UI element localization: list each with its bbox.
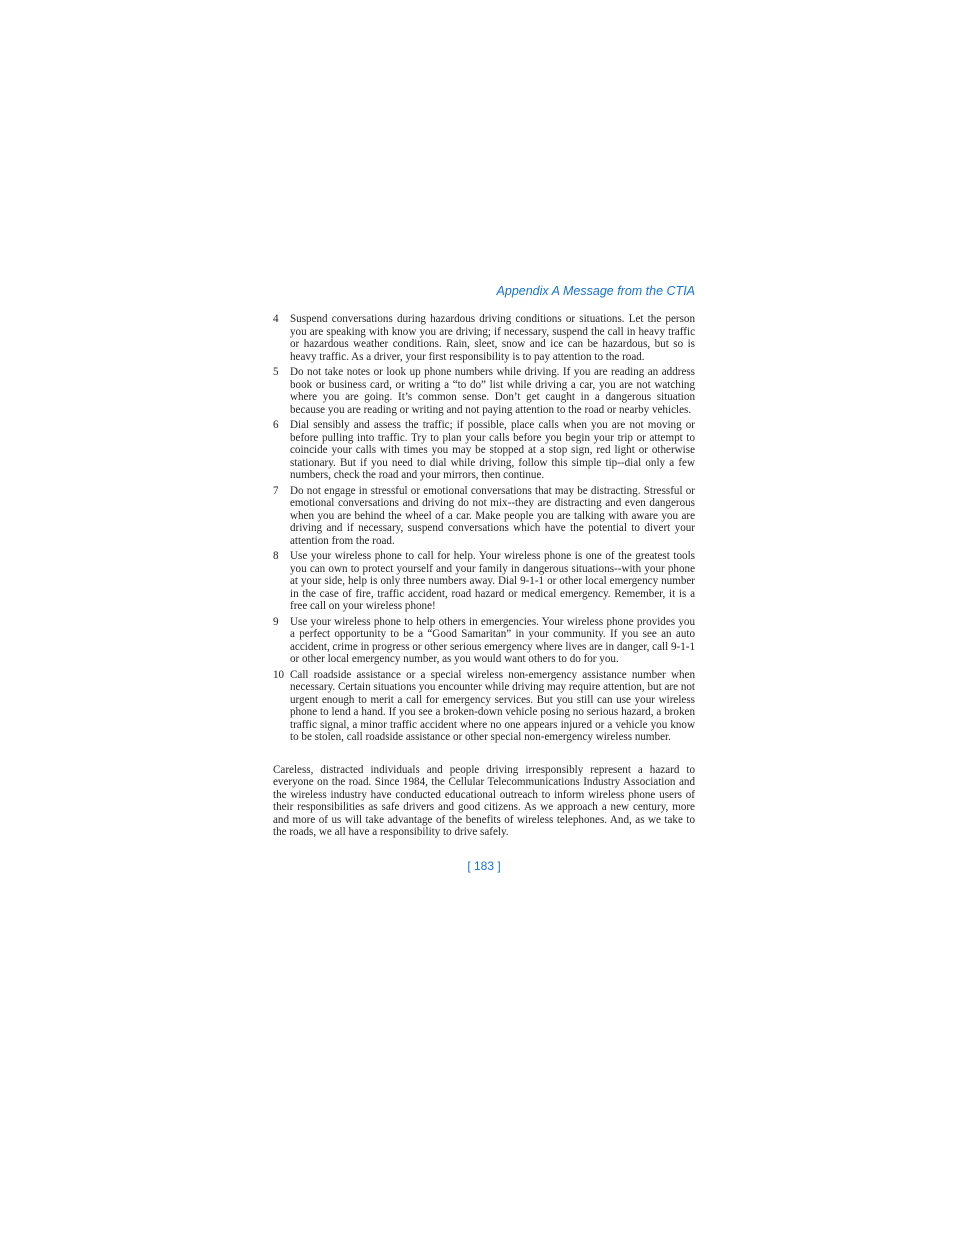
list-item	[273, 616, 695, 666]
list-item	[273, 419, 695, 482]
tip-number: 5	[273, 366, 279, 378]
tip-text: Use your wireless phone to call for help. Your wireless phone is one of the greatest tools you can own to protect yourself and your family in dangerous situations--with your phone at your side, help is only three numbers away. Dial 9-1-1 or other local emergency number in the case of fire, traffic accident, road hazard or medical emergency. Remember, it is a free call on your wireless phone!	[290, 550, 695, 612]
list-item	[273, 669, 695, 744]
tip-number: 8	[273, 550, 279, 562]
safety-tips-list	[273, 313, 695, 744]
tip-number: 9	[273, 615, 279, 628]
tip-number: 10	[273, 668, 285, 681]
page-number: [ 183 ]	[467, 858, 501, 873]
running-header: Appendix A Message from the CTIA	[496, 284, 695, 298]
list-item	[273, 313, 695, 363]
tip-number: 7	[273, 484, 279, 497]
document-page	[273, 282, 695, 874]
tip-text: Suspend conversations during hazardous driving conditions or situations. Let the person you are speaking with know you are driving; if necessary, suspend the call in heavy traffic or hazardous weather conditions. Rain, sleet, snow and ice can be hazardous, but so is heavy traffic. As a driver, your first responsibility is to pay attention to the road.	[290, 313, 695, 363]
tip-text: Call roadside assistance or a special wireless non-emergency assistance number when necessary. Certain situations you encounter while driving may require attention, but are not urgent enough to merit a call for emergency services. But you still can use your wireless phone to lend a hand. If you see a broken-down vehicle posing no serious hazard, a broken traffic signal, a minor traffic accident where no one appears injured or a vehicle you know to be stolen, call roadside assistance or other special non-emergency wireless number.	[290, 668, 695, 743]
list-item	[273, 550, 695, 613]
list-item	[273, 366, 695, 416]
tip-text: Do not take notes or look up phone numbers while driving. If you are reading an address book or business card, or writing a “to do” list while driving a car, you are not watching where you are going. It’s common sense. Don’t get caught in a dangerous situation because you are reading or writing and not paying attention to the road or nearby vehicles.	[290, 366, 695, 416]
tip-number: 4	[273, 313, 279, 325]
tip-number: 6	[273, 419, 279, 431]
tip-text: Use your wireless phone to help others in emergencies. Your wireless phone provides you a perfect opportunity to be a “Good Samaritan” in your community. If you see an auto accident, crime in progress or other serious emergency where lives are in danger, call 9-1-1 or other local emergency number, as you would want others to do for you.	[290, 615, 695, 665]
closing-paragraph: Careless, distracted individuals and people driving irresponsibly represent a hazard to everyone on the road. Since 1984, the Cellular Telecommunications Industry Association and the wireless industry have conducted educational outreach to inform wireless phone users of their responsibilities as safe drivers and good citizens. As we approach a new century, more and more of us will take advantage of the benefits of wireless telephones. And, as we take to the roads, we all have a responsibility to drive safely.	[273, 763, 695, 838]
tip-text: Do not engage in stressful or emotional conversations that may be distracting. Stressful or emotional conversations and driving do not mix--they are distracting and even dangerous when you are behind the wheel of a car. Make people you are talking with aware you are driving and if necessary, suspend conversations which have the potential to divert your attention from the road.	[290, 484, 695, 547]
tip-text: Dial sensibly and assess the traffic; if possible, place calls when you are not moving or before pulling into traffic. Try to plan your calls before you begin your trip or attempt to coincide your calls with times you may be stopped at a stop sign, red light or otherwise stationary. But if you need to dial while driving, follow this simple tip--dial only a few numbers, check the road and your mirrors, then continue.	[290, 419, 695, 481]
list-item	[273, 485, 695, 548]
